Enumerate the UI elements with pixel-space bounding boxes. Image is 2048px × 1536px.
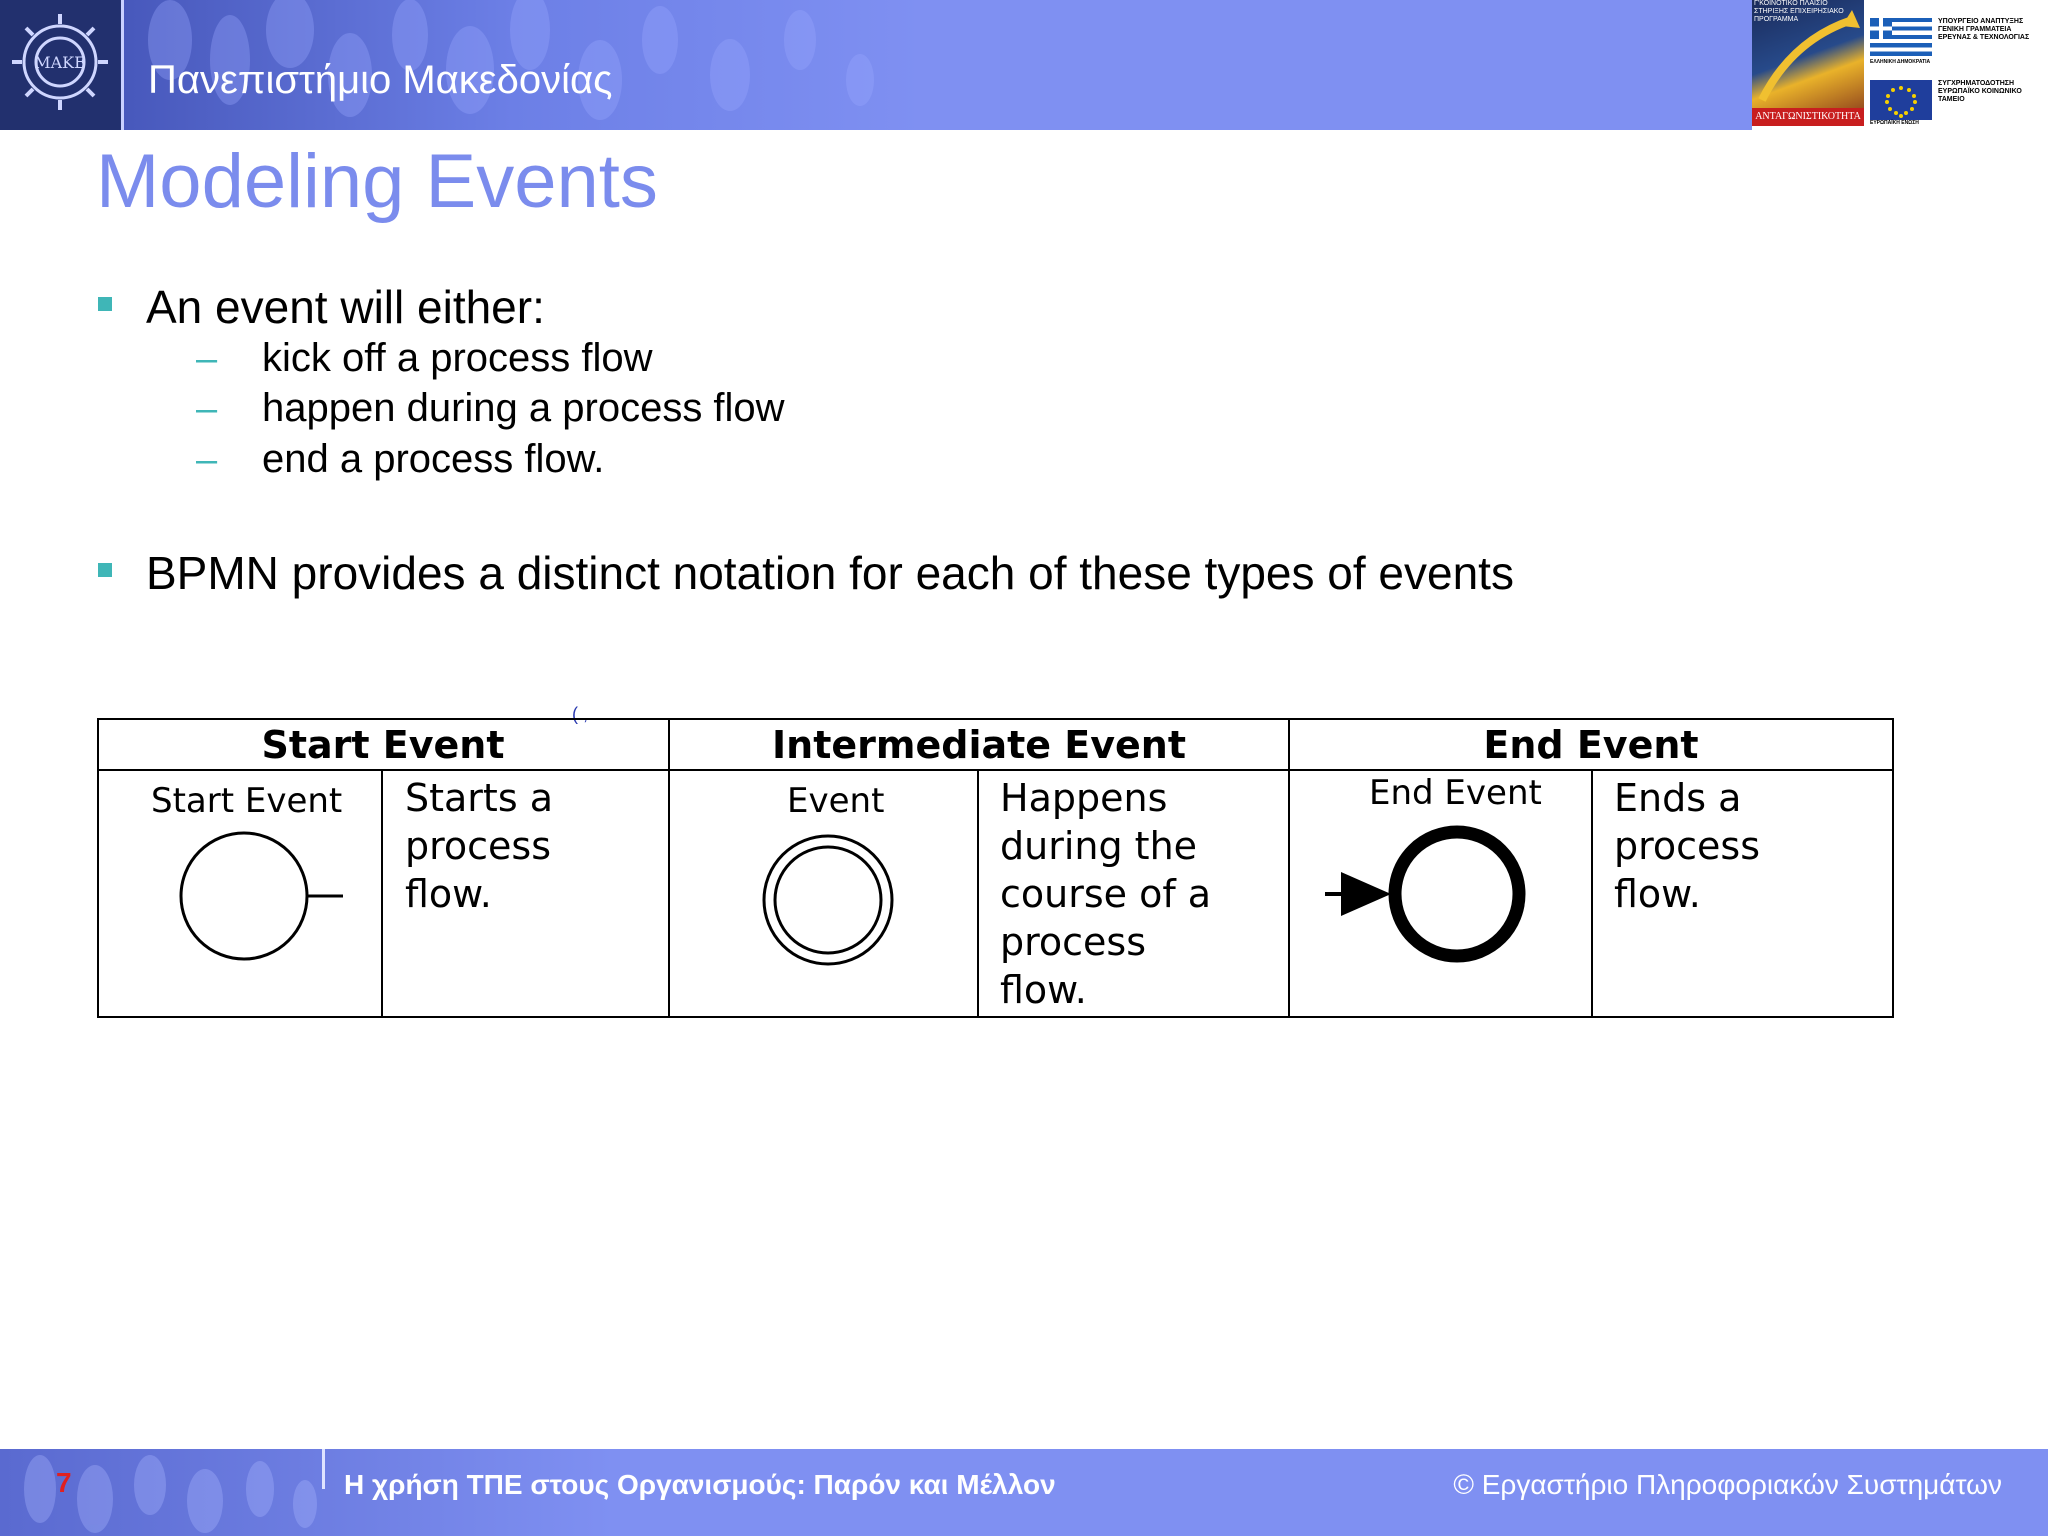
start-event-label: Start Event bbox=[151, 781, 343, 821]
intermediate-event-icon bbox=[764, 836, 892, 964]
copyright-text: © Εργαστήριο Πληροφοριακών Συστημάτων bbox=[1453, 1469, 2002, 1500]
competitiveness-label: ΑΝΤΑΓΩΝΙΣΤΙΚΟΤΗΤΑ bbox=[1752, 108, 1864, 126]
greek-flag-icon bbox=[1870, 18, 1932, 56]
sub-bullet-text-2: happen during a process flow bbox=[262, 386, 785, 430]
event-notation-table bbox=[97, 718, 1894, 1019]
stray-text: ( , bbox=[572, 704, 588, 724]
svg-text:ΜΑΚΕ: ΜΑΚΕ bbox=[34, 53, 86, 72]
ministry-text: ΥΠΟΥΡΓΕΙΟ ΑΝΑΠΤΥΞΗΣ ΓΕΝΙΚΗ ΓΡΑΜΜΑΤΕΙΑ ΕΡΕΥΝΑΣ & ΤΕΧΝΟΛΟΓΙΑΣ bbox=[1938, 18, 2030, 41]
sub-bullet-text-1: kick off a process flow bbox=[262, 336, 653, 380]
sponsor-logos bbox=[1752, 0, 2048, 130]
footer-decoration bbox=[0, 1449, 340, 1536]
eu-flag-icon bbox=[1870, 80, 1932, 120]
bullet-text-2: BPMN provides a distinct notation for each of these types of events bbox=[146, 547, 1514, 599]
competitiveness-logo bbox=[1752, 0, 1864, 126]
intermediate-event-description: Happens during the course of a process flow. bbox=[1000, 776, 1212, 1012]
slide-footer bbox=[0, 1449, 2048, 1536]
start-event-description: Starts a process flow. bbox=[405, 776, 553, 916]
bullet-marker bbox=[98, 563, 112, 577]
bullet-text-1: An event will either: bbox=[146, 281, 545, 333]
university-name: Πανεπιστήμιο Μακεδονίας bbox=[148, 58, 613, 102]
sub-bullet-dash: – bbox=[196, 388, 218, 430]
course-title: Η χρήση ΤΠΕ στους Οργανισμούς: Παρόν και Μέλλον bbox=[344, 1469, 1056, 1500]
header-end-event: End Event bbox=[1483, 723, 1699, 767]
sponsor-program-text: Γ'ΚΟΙΝΟΤΙΚΟ ΠΛΑΙΣΙΟ ΣΤΗΡΙΞΗΣ ΕΠΙΧΕΙΡΗΣΙΑΚΟ ΠΡΟΓΡΑΜΜΑ bbox=[1754, 0, 1844, 23]
sub-bullet-dash: – bbox=[196, 338, 218, 380]
start-event-icon bbox=[181, 833, 343, 959]
header-start-event: Start Event bbox=[261, 723, 505, 767]
header-separator bbox=[121, 0, 124, 130]
slide-title: Modeling Events bbox=[96, 139, 658, 224]
end-event-icon bbox=[1325, 832, 1519, 956]
end-event-label: End Event bbox=[1369, 773, 1542, 813]
university-logo bbox=[0, 0, 122, 130]
fund-text: ΣΥΓΧΡΗΜΑΤΟΔΟΤΗΣΗ ΕΥΡΩΠΑΪΚΟ ΚΟΙΝΩΝΙΚΟ ΤΑΜΕΙΟ bbox=[1938, 80, 2022, 103]
sub-bullet-dash: – bbox=[196, 439, 218, 481]
bullet-marker bbox=[98, 297, 112, 311]
intermediate-event-label: Event bbox=[787, 781, 885, 821]
sub-bullet-text-3: end a process flow. bbox=[262, 437, 605, 481]
end-event-description: Ends a process flow. bbox=[1614, 776, 1761, 916]
republic-text: ΕΛΛΗΝΙΚΗ ΔΗΜΟΚΡΑΤΙΑ bbox=[1870, 59, 1931, 65]
footer-separator bbox=[322, 1449, 325, 1489]
eu-text: ΕΥΡΩΠΑΪΚΗ ΕΝΩΣΗ bbox=[1870, 120, 1919, 126]
page-number: 7 bbox=[56, 1467, 72, 1498]
header-intermediate-event: Intermediate Event bbox=[772, 723, 1186, 767]
slide-header bbox=[0, 0, 2048, 130]
